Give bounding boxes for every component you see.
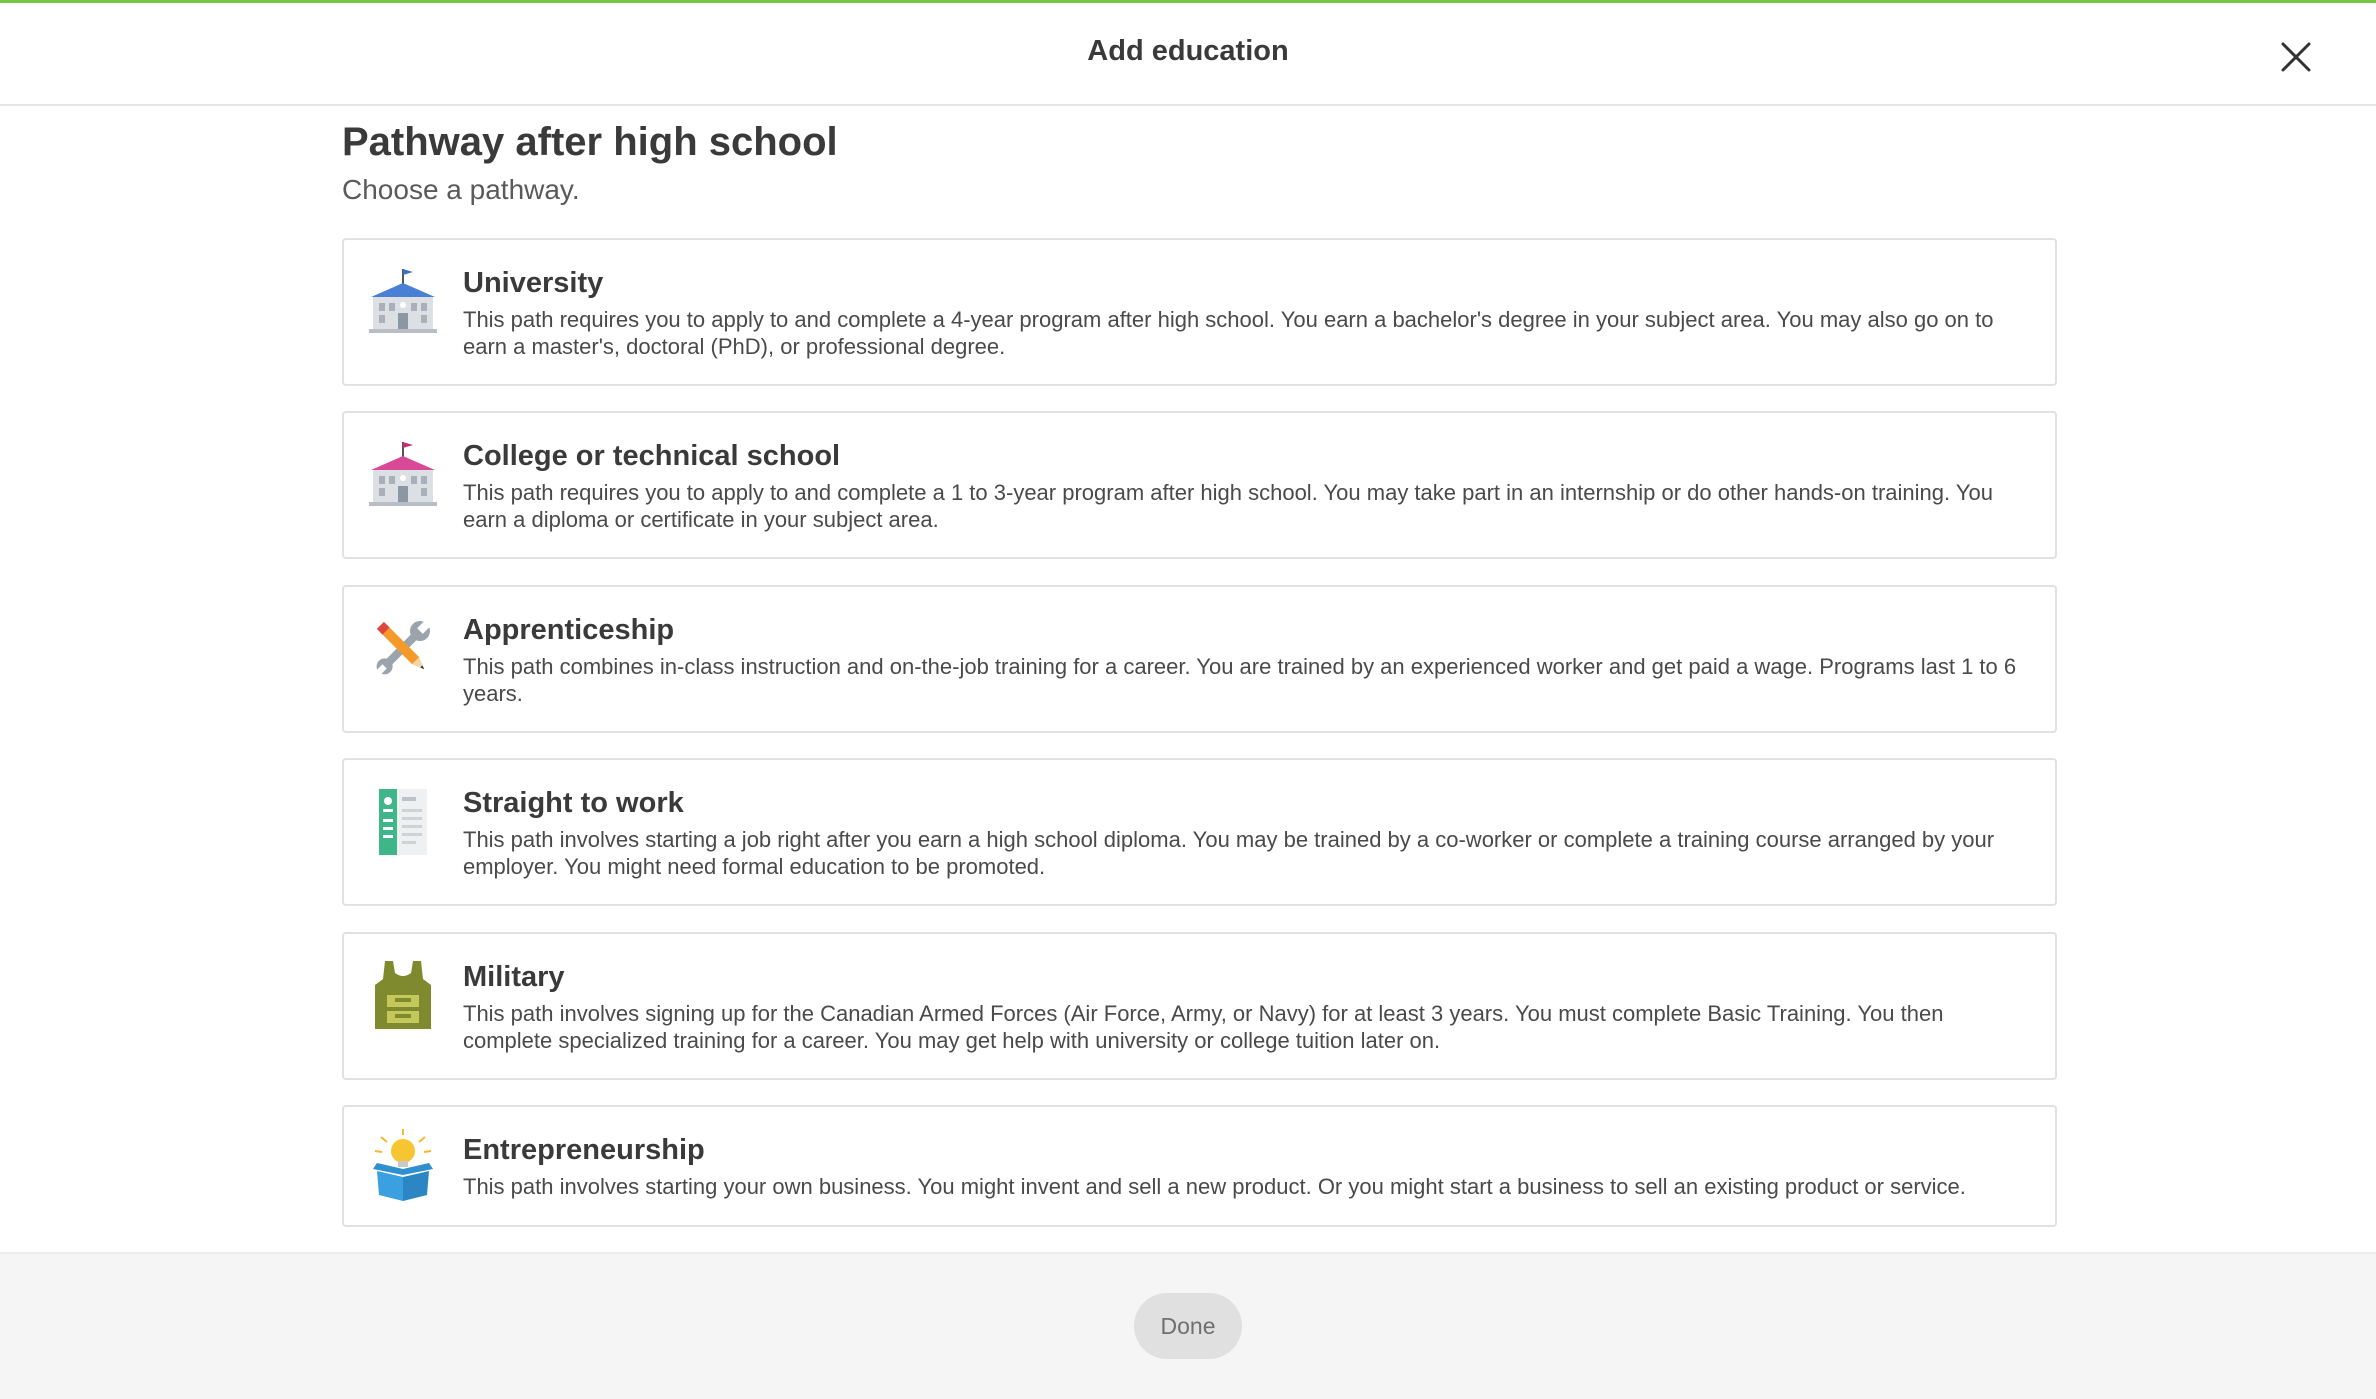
wrench-pencil-icon bbox=[367, 612, 439, 684]
pathway-card-university[interactable] bbox=[342, 238, 2057, 386]
pathway-card-apprenticeship[interactable] bbox=[342, 585, 2057, 733]
page-subtitle: Choose a pathway. bbox=[342, 174, 580, 205]
pathway-title: Straight to work bbox=[463, 787, 684, 819]
pathway-title: Entrepreneurship bbox=[463, 1134, 705, 1166]
pathway-description: This path requires you to apply to and complete a 4-year program after high school. You earn a bachelor's degree in your subject area. You may also go on to earn a master's, doctoral (PhD), or professional degree. bbox=[463, 307, 1994, 359]
university-icon bbox=[367, 265, 439, 337]
pathway-title: Military bbox=[463, 961, 565, 993]
pathway-card-college[interactable] bbox=[342, 411, 2057, 559]
done-button[interactable]: Done bbox=[1134, 1293, 1242, 1359]
close-icon bbox=[2272, 33, 2320, 81]
pathway-description: This path involves starting your own business. You might invent and sell a new product. Or you might start a business to sell an existing product or service. bbox=[463, 1174, 1966, 1199]
modal-header bbox=[0, 3, 2376, 106]
pathway-card-entrepreneurship[interactable] bbox=[342, 1105, 2057, 1227]
pathway-description: This path requires you to apply to and complete a 1 to 3-year program after high school. You may take part in an internship or do other hands-on training. You earn a diploma or certificate in your subject area. bbox=[463, 480, 1993, 532]
college-icon bbox=[367, 438, 439, 510]
pathway-description: This path involves signing up for the Canadian Armed Forces (Air Force, Army, or Navy) for at least 3 years. You must complete Basic Training. You then complete specialized training for a career. You may get help with university or college tuition later on. bbox=[463, 1001, 1944, 1053]
modal-title: Add education bbox=[1087, 35, 1289, 67]
pathway-title: University bbox=[463, 267, 604, 299]
idea-box-icon bbox=[367, 1129, 439, 1201]
pathway-title: Apprenticeship bbox=[463, 614, 675, 646]
pathway-description: This path involves starting a job right after you earn a high school diploma. You may be trained by a co-worker or complete a training course arranged by your employer. You might need formal education to be promoted. bbox=[463, 827, 1995, 879]
military-vest-icon bbox=[367, 959, 439, 1031]
pathway-description: This path combines in-class instruction and on-the-job training for a career. You are trained by an experienced worker and get paid a wage. Programs last 1 to 6 years. bbox=[463, 654, 2017, 706]
pathway-card-military[interactable] bbox=[342, 932, 2057, 1080]
close-button[interactable] bbox=[2272, 33, 2320, 81]
pathway-card-straight-to-work[interactable] bbox=[342, 758, 2057, 906]
modal-footer bbox=[0, 1252, 2376, 1399]
resume-icon bbox=[367, 785, 439, 857]
page-title: Pathway after high school bbox=[342, 120, 838, 164]
pathway-title: College or technical school bbox=[463, 440, 841, 472]
